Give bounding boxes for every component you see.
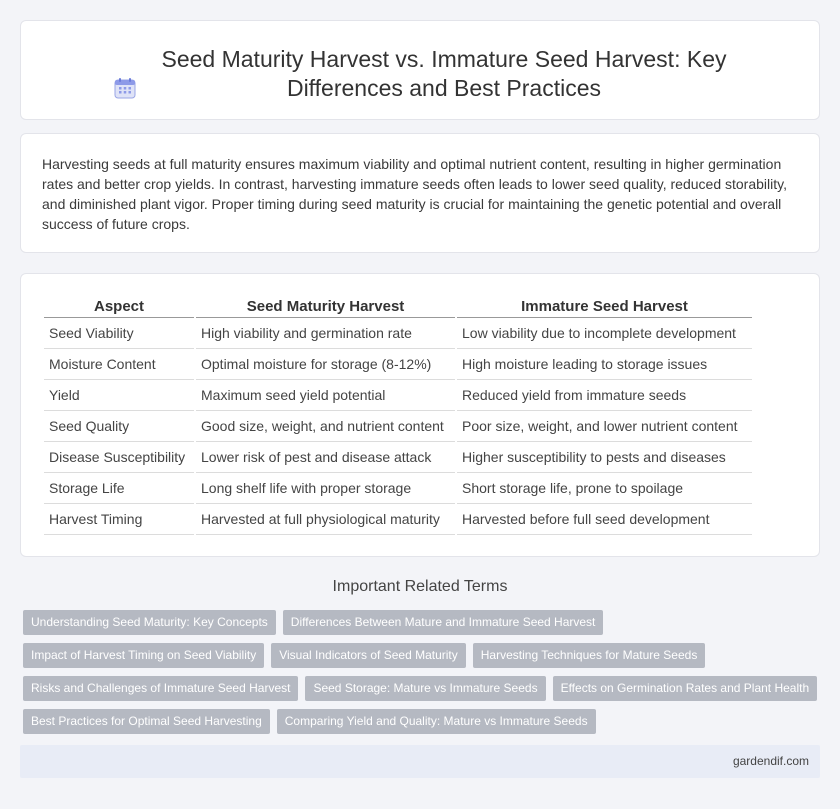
related-term-tag[interactable]: Comparing Yield and Quality: Mature vs Immature Seeds	[277, 709, 596, 734]
related-term-tag[interactable]: Differences Between Mature and Immature Seed Harvest	[283, 610, 604, 635]
column-header-mature: Seed Maturity Harvest	[196, 296, 455, 318]
table-cell-aspect: Moisture Content	[44, 349, 194, 380]
related-terms-list	[23, 610, 823, 742]
related-term-tag[interactable]: Effects on Germination Rates and Plant Health	[553, 676, 818, 701]
tag-row	[23, 709, 823, 734]
comparison-table	[42, 296, 754, 535]
table-row	[44, 504, 752, 535]
tag-row	[23, 676, 823, 701]
page-title-line-2: Differences and Best Practices	[286, 75, 602, 101]
tag-row	[23, 643, 823, 668]
table-cell-immature: Low viability due to incomplete development	[457, 318, 752, 349]
related-term-tag[interactable]: Seed Storage: Mature vs Immature Seeds	[305, 676, 545, 701]
column-header-aspect: Aspect	[44, 296, 194, 318]
title-wrap	[21, 45, 819, 103]
table-cell-aspect: Seed Viability	[44, 318, 194, 349]
table-cell-mature: Long shelf life with proper storage	[196, 473, 455, 504]
comparison-table-card	[20, 273, 820, 557]
table-row	[44, 442, 752, 473]
footer-site-link[interactable]: gardendif.com	[732, 754, 809, 768]
table-cell-aspect: Storage Life	[44, 473, 194, 504]
table-cell-immature: Reduced yield from immature seeds	[457, 380, 752, 411]
related-terms-heading: Important Related Terms	[332, 578, 508, 595]
table-cell-immature: Higher susceptibility to pests and diseases	[457, 442, 752, 473]
table-cell-immature: Harvested before full seed development	[457, 504, 752, 535]
calendar-icon	[114, 77, 136, 99]
table-row	[44, 349, 752, 380]
table-cell-mature: Optimal moisture for storage (8-12%)	[196, 349, 455, 380]
header-card	[20, 20, 820, 120]
table-cell-mature: High viability and germination rate	[196, 318, 455, 349]
table-cell-mature: Good size, weight, and nutrient content	[196, 411, 455, 442]
related-term-tag[interactable]: Best Practices for Optimal Seed Harvesting	[23, 709, 270, 734]
table-cell-aspect: Disease Susceptibility	[44, 442, 194, 473]
table-cell-mature: Harvested at full physiological maturity	[196, 504, 455, 535]
table-cell-immature: High moisture leading to storage issues	[457, 349, 752, 380]
table-cell-aspect: Yield	[44, 380, 194, 411]
column-header-immature: Immature Seed Harvest	[457, 296, 752, 318]
page-title	[162, 45, 727, 103]
intro-paragraph: Harvesting seeds at full maturity ensures maximum viability and optimal nutrient content, resulting in higher germination rates and better crop yields. In contrast, harvesting immature seeds often leads to lower seed quality, reduced storability, and diminished plant vigor. Proper timing during seed maturity is crucial for maintaining the genetic potential and overall success of future crops.	[42, 156, 787, 232]
table-cell-immature: Short storage life, prone to spoilage	[457, 473, 752, 504]
table-cell-mature: Lower risk of pest and disease attack	[196, 442, 455, 473]
intro-card	[20, 133, 820, 253]
related-term-tag[interactable]: Risks and Challenges of Immature Seed Harvest	[23, 676, 298, 701]
related-term-tag[interactable]: Harvesting Techniques for Mature Seeds	[473, 643, 706, 668]
table-row	[44, 473, 752, 504]
page-title-line-1: Seed Maturity Harvest vs. Immature Seed Harvest: Key	[161, 46, 727, 72]
related-term-tag[interactable]: Visual Indicators of Seed Maturity	[271, 643, 466, 668]
tag-row	[23, 610, 823, 635]
table-header-row	[44, 296, 752, 318]
table-cell-mature: Maximum seed yield potential	[196, 380, 455, 411]
related-term-tag[interactable]: Understanding Seed Maturity: Key Concepts	[23, 610, 276, 635]
related-term-tag[interactable]: Impact of Harvest Timing on Seed Viability	[23, 643, 264, 668]
table-row	[44, 411, 752, 442]
table-cell-aspect: Harvest Timing	[44, 504, 194, 535]
table-cell-immature: Poor size, weight, and lower nutrient content	[457, 411, 752, 442]
footer	[20, 745, 820, 778]
table-row	[44, 380, 752, 411]
table-row	[44, 318, 752, 349]
table-cell-aspect: Seed Quality	[44, 411, 194, 442]
